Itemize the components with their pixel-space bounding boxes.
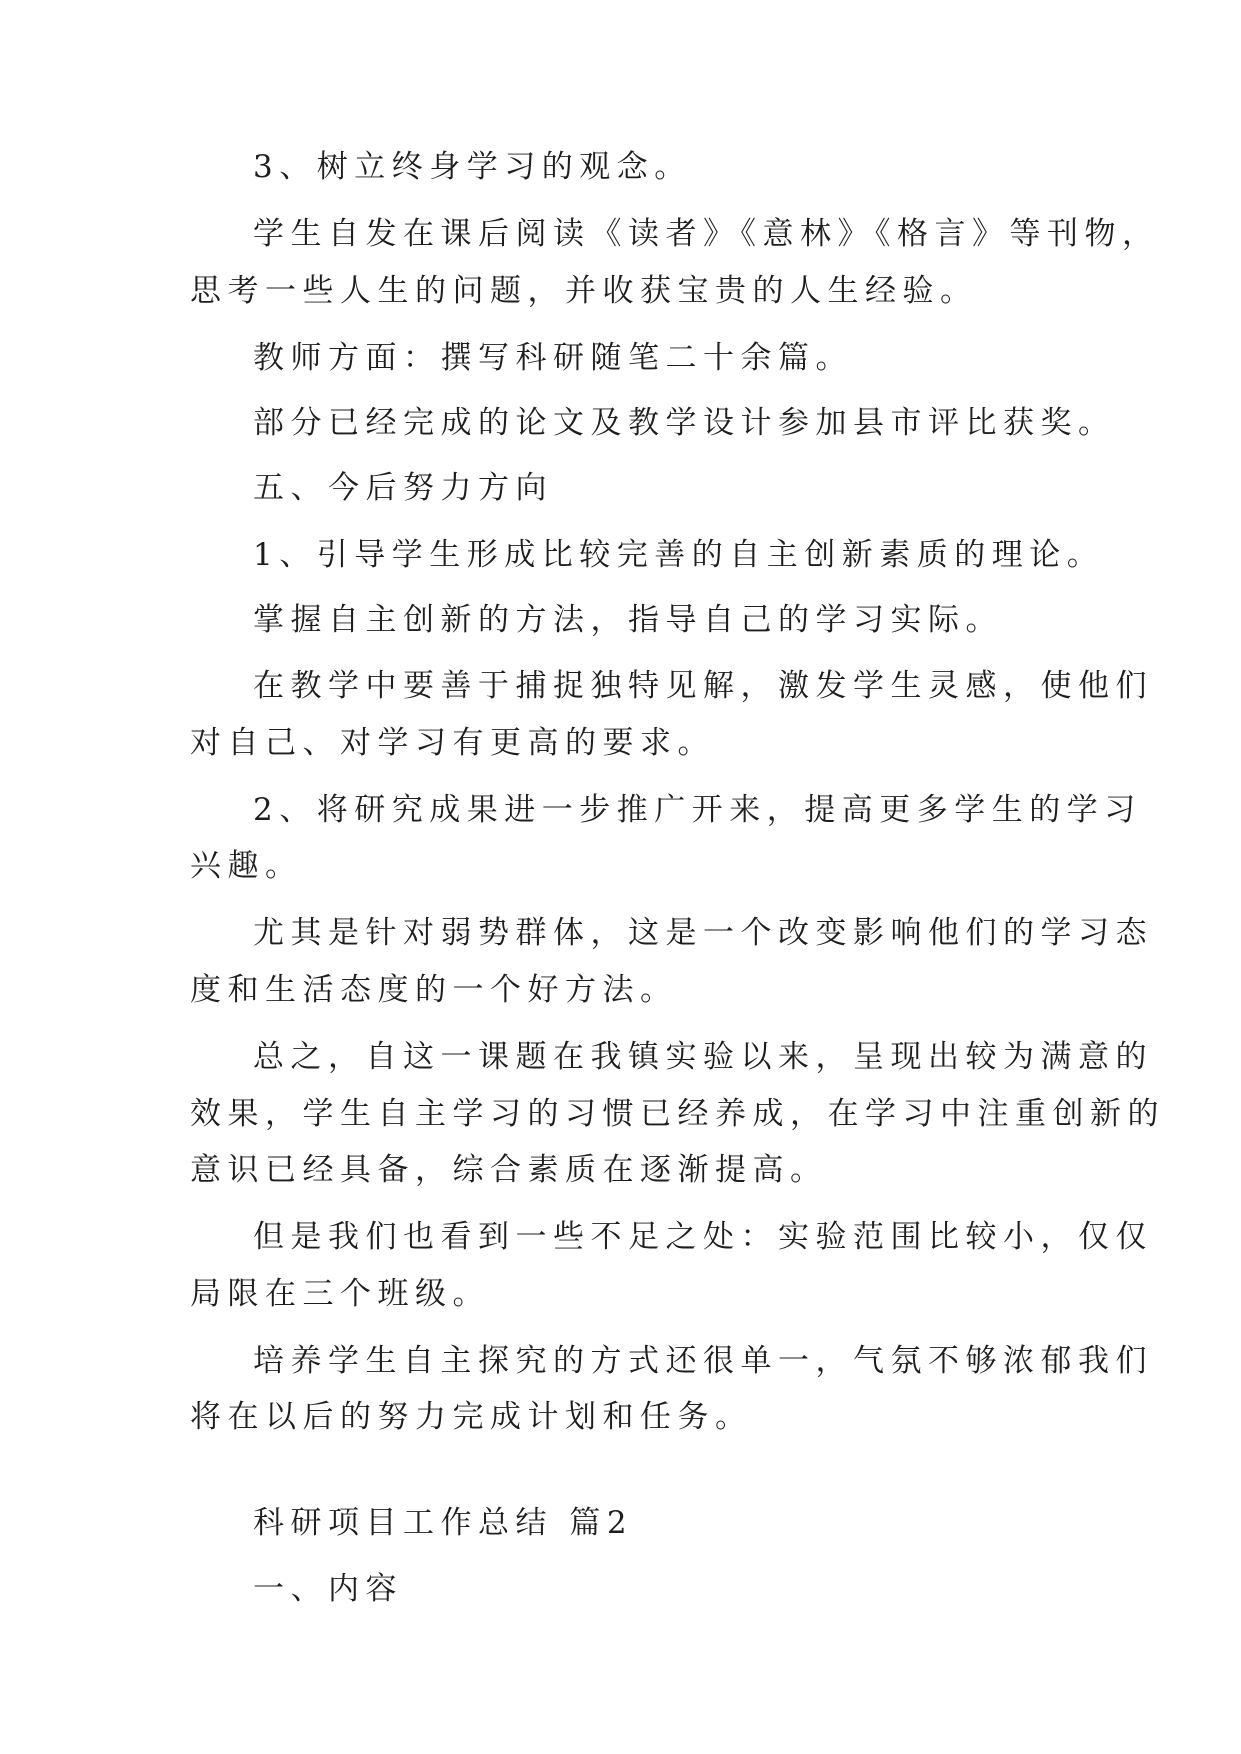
paragraph-line: 1、引导学生形成比较完善的自主创新素质的理论。 — [253, 537, 1105, 573]
paragraph-line: 在教学中要善于捕捉独特见解，激发学生灵感，使他们 — [253, 668, 1153, 704]
paragraph-line: 局限在三个班级。 — [190, 1276, 490, 1312]
paragraph-line: 部分已经完成的论文及教学设计参加县市评比获奖。 — [253, 405, 1116, 441]
paragraph-line: 意识已经具备，综合素质在逐渐提高。 — [190, 1152, 828, 1188]
paragraph-line: 2、将研究成果进一步推广开来，提高更多学生的学习 — [253, 792, 1142, 828]
paragraph-line: 思考一些人生的问题，并收获宝贵的人生经验。 — [190, 273, 978, 309]
paragraph-line: 效果，学生自主学习的习惯已经养成，在学习中注重创新的 — [190, 1096, 1165, 1132]
paragraph-line: 掌握自主创新的方法，指导自己的学习实际。 — [253, 602, 1003, 638]
paragraph-line: 但是我们也看到一些不足之处：实验范围比较小，仅仅 — [253, 1219, 1153, 1255]
paragraph-line: 学生自发在课后阅读《读者》《意林》《格言》等刊物， — [253, 216, 1160, 252]
section-heading: 五、今后努力方向 — [253, 470, 553, 506]
paragraph-line: 培养学生自主探究的方式还很单一，气氛不够浓郁我们 — [253, 1343, 1153, 1379]
paragraph-line: 3、树立终身学习的观念。 — [253, 149, 692, 185]
section-heading: 一、内容 — [253, 1571, 403, 1607]
paragraph-line: 将在以后的努力完成计划和任务。 — [190, 1399, 753, 1435]
paragraph-line: 兴趣。 — [190, 848, 303, 884]
paragraph-line: 教师方面：撰写科研随笔二十余篇。 — [253, 340, 853, 376]
paragraph-line: 尤其是针对弱势群体，这是一个改变影响他们的学习态 — [253, 915, 1153, 951]
document-title: 科研项目工作总结 篇2 — [253, 1505, 634, 1541]
paragraph-line: 度和生活态度的一个好方法。 — [190, 972, 678, 1008]
paragraph-line: 总之，自这一课题在我镇实验以来，呈现出较为满意的 — [253, 1039, 1153, 1075]
paragraph-line: 对自己、对学习有更高的要求。 — [190, 725, 715, 761]
